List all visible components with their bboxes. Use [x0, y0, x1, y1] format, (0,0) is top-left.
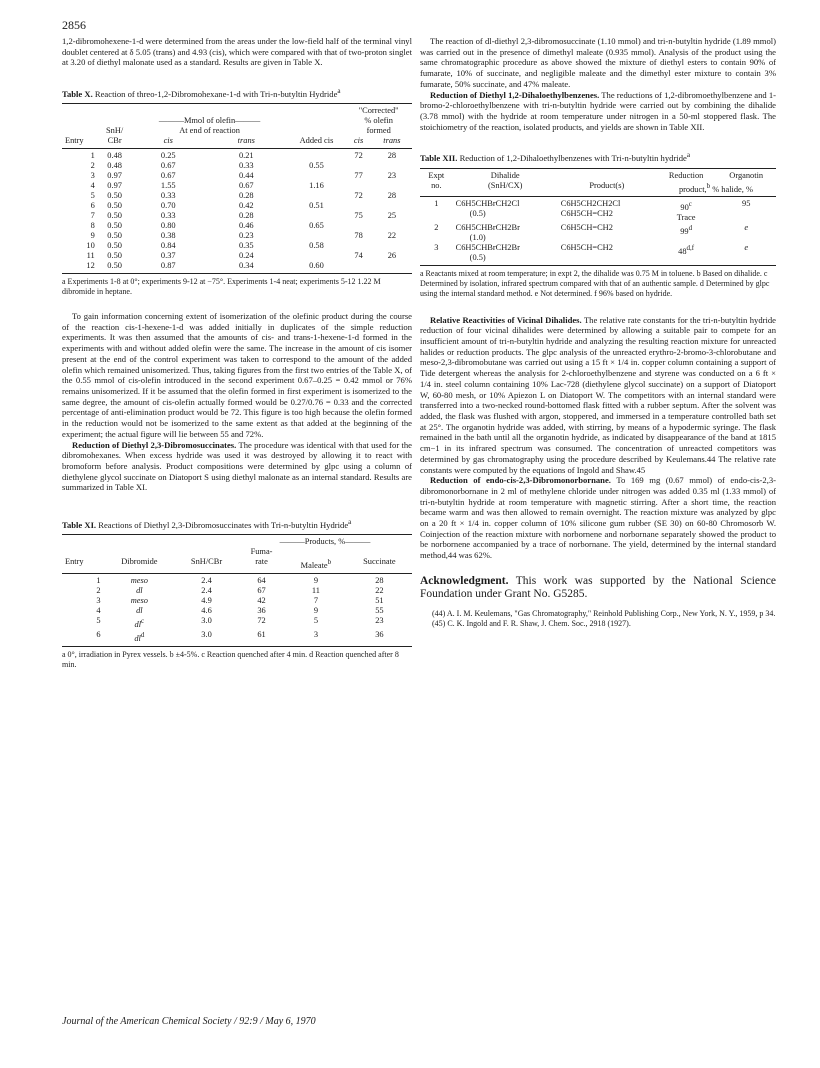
table-cell: 4 — [90, 181, 95, 191]
table-row — [62, 616, 412, 630]
table-row — [62, 211, 412, 221]
table-cell: 0.46 — [238, 221, 254, 231]
column-header: trans — [237, 136, 255, 146]
column-header: Reduction — [656, 168, 717, 181]
table-row — [62, 201, 412, 211]
table-cell: C6H5CH2CH2Cl C6H5CH=CH2 — [560, 199, 621, 219]
table-cell: 10 — [86, 241, 95, 251]
table-row — [420, 223, 776, 243]
table-cell: 0.84 — [160, 241, 176, 251]
table-cell: 0.48 — [107, 151, 122, 161]
table-cell: 22 — [387, 231, 397, 241]
table-cell: 0.97 — [107, 171, 122, 181]
table-cell — [345, 201, 371, 211]
references — [420, 609, 776, 629]
table-footnote: a Experiments 1-8 at 0°; experiments 9-12 at −75°. Experiments 1-4 neat; experiments 5-12 1.22 M dibromide in heptane. — [62, 277, 381, 297]
table-cell: 2 — [90, 161, 95, 171]
table-footnote: a Reactants mixed at room temperature; in expt 2, the dihalide was 0.75 M in toluene. b Based on dihalide. c Determined by isolation, infrared spectrum compared with that of an authentic sample. d Determined by glpc using the internal standard method. e Not determined. f 96% based on hydride. — [420, 269, 770, 298]
table-cell: 0.38 — [160, 231, 176, 241]
journal-footer: Journal of the American Chemical Society / 92:9 / May 6, 1970 — [62, 1016, 316, 1027]
table-cell: 4.9 — [201, 596, 212, 606]
table-row — [420, 197, 776, 223]
table-cell: 0.70 — [160, 201, 176, 211]
column-header: "Corrected" — [345, 104, 412, 117]
table-footnote: a 0°, irradiation in Pyrex vessels. b ±4-5%. c Reaction quenched after 4 min. d Reaction quenched after 8 min. — [62, 649, 399, 669]
table-cell: C6H5CH=CH2 — [558, 243, 656, 266]
column-header: CBr — [98, 136, 132, 149]
footnote-marker: a — [348, 518, 352, 527]
table-label: Table XII. — [420, 153, 458, 164]
column-header: Organotin — [716, 168, 776, 181]
table-cell: 55 — [375, 606, 384, 616]
table-label: Table XI. — [62, 519, 97, 530]
table-cell: 7 — [313, 596, 318, 606]
column-header: product,$^b$ % halide, % — [656, 181, 776, 197]
column-header: Fuma- — [250, 547, 273, 557]
table-cell: 72 — [257, 616, 266, 626]
table-cell: 0.25 — [160, 151, 176, 161]
table-cell: 0.50 — [107, 241, 122, 251]
column-header: Dibromide — [104, 557, 176, 573]
table-cell: 9 — [90, 231, 95, 241]
table-cell: 1 — [96, 576, 101, 586]
table-cell: 6 — [62, 630, 104, 646]
table-cell: 0.67 — [160, 161, 176, 171]
acknowledgment-text: This work was supported by the National Science Foundation under Grant No. G5285. — [420, 574, 776, 601]
table-cell — [288, 171, 346, 181]
table-cell: 0.51 — [309, 201, 324, 211]
table-cell — [288, 191, 346, 201]
table-cell — [345, 241, 371, 251]
table-title: Reaction of threo-1,2-Dibromohexane-1-d with Tri-n-butyltin Hydride — [94, 88, 338, 99]
column-header: Entry — [62, 136, 98, 149]
table-cell: 7 — [90, 211, 95, 221]
section-heading: Acknowledgment. — [420, 574, 509, 587]
table-cell: 0.24 — [238, 251, 254, 261]
table-cell: 48$^{d,f}$ — [656, 243, 717, 266]
table-cell: 0.50 — [98, 261, 132, 274]
table-cell — [345, 181, 371, 191]
table-cell — [288, 211, 346, 221]
table-cell: 0.28 — [238, 211, 254, 221]
column-header: Dihalide — [453, 168, 558, 181]
page-number: 2856 — [62, 18, 86, 32]
section-heading: Reduction of Diethyl 2,3-Dibromosuccinates. — [72, 439, 237, 450]
column-header: formed — [366, 126, 391, 136]
column-header: SnH/CBr — [175, 557, 238, 573]
table-cell: 0.55 — [309, 161, 324, 171]
table-cell: meso — [130, 596, 148, 606]
reference-item: (44) A. I. M. Keulemans, "Gas Chromatography," Reinhold Publishing Corp., New York, N. Y., 1959, p 34. — [432, 609, 776, 619]
paragraph — [420, 315, 776, 476]
table-cell: e — [716, 243, 776, 266]
column-header: Product(s) — [558, 181, 656, 197]
table-cell: dl — [136, 586, 143, 596]
table-cell: 1 — [90, 151, 95, 161]
table-x — [62, 103, 412, 274]
table-cell — [288, 251, 346, 261]
reference-item: (45) C. K. Ingold and F. R. Shaw, J. Chem. Soc., 2918 (1927). — [432, 619, 631, 629]
table-cell — [288, 231, 346, 241]
table-cell: 0.50 — [107, 221, 122, 231]
table-cell: 0.44 — [238, 171, 254, 181]
table-cell: $dl^d$ — [104, 630, 176, 646]
paragraph-text: The procedure was identical with that used for the dibromohexanes. When excess hydride was used it was destroyed by allowing it to react with bromoform before analysis. Product compositions were determined by glpc using a column of diethylene glycol succinate on Diatoport S using diethyl malonate as an internal standard. Results are summarized in Table XI. — [62, 439, 412, 493]
table-xi — [62, 534, 412, 646]
table-cell: 3.0 — [201, 616, 212, 626]
table-cell: 0.97 — [107, 181, 122, 191]
paragraph: 1,2-dibromohexene-1-d were determined from the areas under the low-field half of the terminal vinyl doublet centered at δ 5.05 (trans) and 4.93 (cis), which were compared with that of two-proton singlet at 3.20 of diethyl malonate used as a standard. Results are given in Table X. — [62, 36, 412, 68]
table-x-caption — [62, 86, 412, 99]
table-row — [62, 606, 412, 616]
table-row — [62, 241, 412, 251]
table-cell: 74 — [354, 251, 363, 261]
table-cell: 90$^c$ Trace — [676, 200, 696, 223]
table-cell: 78 — [354, 231, 363, 241]
paragraph: The reaction of dl-diethyl 2,3-dibromosuccinate (1.10 mmol) and tri-n-butyltin hydride (1.89 mmol) was carried out in the presence of dimethyl maleate (0.935 mmol). Analysis of the product using the same chromatographic procedure as above showed the mixture of diethyl esters to contain 90% of fumarate, 10% of succinate, and negligible maleate and the dimethyl ester mixture to contain 3% fumarate, 50% succinate, and 47% maleate. — [420, 36, 776, 89]
section-heading: Reduction of endo-cis-2,3-Dibromonorbornane. — [430, 475, 611, 486]
table-cell: 23 — [387, 171, 397, 181]
paragraph-text: The reductions of 1,2-dibromoethylbenzene and 1-bromo-2-chloroethylbenzene with tri-n-butyltin hydride were carried out by combining the dihalide (3.78 mmol) with the hydride at room temperature under nitrogen in a 50-ml stoppered flask. The stoichiometry of the reaction, isolated products, and yields are shown in Table XII. — [420, 89, 776, 132]
table-cell: 0.42 — [238, 201, 254, 211]
table-cell — [372, 221, 412, 231]
table-cell: 95 — [742, 199, 751, 209]
table-row — [420, 243, 776, 266]
table-row — [62, 596, 412, 606]
column-header: SnH/ — [106, 126, 124, 136]
table-row — [62, 586, 412, 596]
table-cell — [288, 149, 346, 162]
table-cell: C6H5CH=CH2 — [560, 223, 613, 233]
table-cell: 28 — [387, 191, 397, 201]
table-row — [62, 251, 412, 261]
table-cell: 28 — [375, 576, 384, 586]
table-cell: 1 — [434, 199, 439, 209]
table-cell — [345, 161, 371, 171]
table-xii — [420, 168, 776, 267]
table-cell — [372, 161, 412, 171]
table-cell: 77 — [354, 171, 363, 181]
table-cell: 3 — [285, 630, 347, 646]
table-cell: 64 — [257, 576, 266, 586]
table-cell: 3.0 — [175, 630, 238, 646]
table-row — [62, 181, 412, 191]
table-xi-caption — [62, 517, 412, 530]
table-cell: 0.23 — [238, 231, 254, 241]
column-header: no. — [420, 181, 453, 197]
table-cell: 22 — [375, 586, 384, 596]
column-header: ———Mmol of olefin——— — [158, 116, 261, 126]
table-cell: 99$^d$ — [680, 224, 693, 237]
table-cell: 0.33 — [160, 191, 176, 201]
table-cell: 1.55 — [160, 181, 176, 191]
table-cell: 0.37 — [160, 251, 176, 261]
table-cell: 26 — [387, 251, 397, 261]
table-cell: meso — [130, 576, 148, 586]
column-header: Added cis — [288, 136, 346, 149]
table-cell — [372, 261, 412, 274]
table-row — [62, 261, 412, 274]
table-cell: 4.6 — [201, 606, 212, 616]
table-cell: 0.58 — [309, 241, 324, 251]
column-header: cis — [353, 136, 364, 146]
table-cell: 5 — [90, 191, 95, 201]
table-cell: 12 — [62, 261, 98, 274]
table-cell: 5 — [313, 616, 318, 626]
section-heading: Relative Reactivities of Vicinal Dihalides. — [430, 314, 582, 325]
table-cell: 0.34 — [205, 261, 288, 274]
table-cell: 2 — [434, 223, 439, 233]
table-cell: 5 — [96, 616, 101, 626]
table-cell: 0.33 — [160, 211, 176, 221]
column-header: cis — [163, 136, 173, 146]
table-cell: 0.67 — [238, 181, 254, 191]
table-cell: 0.50 — [107, 191, 122, 201]
table-cell: 2 — [96, 586, 101, 596]
table-cell: 0.28 — [238, 191, 254, 201]
paragraph — [420, 475, 776, 561]
table-row — [62, 630, 412, 646]
table-cell: 2.4 — [201, 586, 212, 596]
table-title: Reactions of Diethyl 2,3-Dibromosuccinates with Tri-n-butyltin Hydride — [98, 519, 349, 530]
table-row — [62, 191, 412, 201]
table-row — [62, 221, 412, 231]
table-cell: 0.35 — [238, 241, 254, 251]
column-header: (SnH/CX) — [453, 181, 558, 197]
table-row — [62, 149, 412, 162]
table-cell: $dl^c$ — [134, 617, 145, 629]
table-cell: 3 — [420, 243, 453, 266]
table-cell: 6 — [90, 201, 95, 211]
table-cell: 0.50 — [107, 211, 122, 221]
table-cell: C6H5CHBrCH2Br (0.5) — [453, 243, 558, 266]
table-cell: 8 — [90, 221, 95, 231]
table-cell: 23 — [375, 616, 384, 626]
table-row — [62, 231, 412, 241]
column-header: Entry — [62, 557, 104, 573]
table-cell: 67 — [257, 586, 266, 596]
table-cell: C6H5CHBrCH2Br (1.0) — [455, 223, 520, 243]
table-cell: 11 — [86, 251, 95, 261]
right-column — [420, 36, 776, 629]
table-cell: 0.65 — [309, 221, 324, 231]
left-column — [62, 36, 412, 669]
table-cell: 2.4 — [201, 576, 212, 586]
table-label: Table X. — [62, 88, 93, 99]
table-cell: 0.50 — [107, 201, 122, 211]
acknowledgment — [420, 575, 776, 601]
column-header: ———Products, %——— — [238, 535, 412, 548]
table-cell: 36 — [347, 630, 412, 646]
table-row — [62, 161, 412, 171]
table-cell: C6H5CHBrCH2Cl (0.5) — [455, 199, 520, 219]
table-cell: 0.48 — [107, 161, 122, 171]
table-cell — [372, 241, 412, 251]
section-heading: Reduction of Diethyl 1,2-Dihaloethylbenzenes. — [430, 89, 600, 100]
table-cell: 0.50 — [107, 251, 122, 261]
table-title: Reduction of 1,2-Dihaloethylbenzenes with Tri-n-butyltin hydride — [459, 153, 687, 164]
table-cell: 4 — [96, 606, 101, 616]
table-cell: 0.60 — [288, 261, 346, 274]
table-cell: 0.33 — [238, 161, 254, 171]
table-cell — [372, 181, 412, 191]
column-header: Maleate$^b$ — [285, 557, 347, 573]
column-header: Expt — [420, 168, 453, 181]
table-cell: dl — [136, 606, 143, 616]
table-cell: e — [744, 223, 749, 233]
paragraph-text: The relative rate constants for the tri-n-butyltin hydride reduction of four vicinal dihalides were determined by allowing a suitable pair to compete for an insufficient amount of tri-n-butyltin hydride and analyzing the resulting reaction mixture for unreacted halides or reduction products. The glpc analysis of the unreacted erythro-2-bromo-3-chlorobutane and meso-2,3-dibromobutane was carried out using a 15 ft × 1/4 in. copper column containing a support of Tide detergent whereas the analysis for 2-chloroethylbenzene and styrene was conducted on a 6 ft × 1/4 in. steel column containing 10% Lac-728 (diethylene glycol succinate) on a support of Diatoport W, 60-80 mesh, or 10% Apiezon L on Diatoport W. The competitors with an internal standard were transferred into a two-necked round-bottomed flask fitted with a rubber septum. After the solvent was added, the flask was flushed with argon, stoppered, and immersed in a temperature controlled bath set at 25°. The organotin hydride was added, with stirring, by means of a hypodermic syringe. The flask remained in the bath until all the organotin hydride, as indicated by disappearance of the band at 1815 cm−1 in its infrared spectrum was consumed. The concentration of unreacted competitors was determined by gas chromatography using the procedure described by Keulemans.44 The relative rate constants were computed by the equations of Ingold and Shaw.45 — [420, 314, 776, 475]
table-cell: 0.50 — [107, 231, 122, 241]
table-cell: 25 — [387, 211, 397, 221]
table-cell: 0.80 — [160, 221, 176, 231]
paragraph — [62, 440, 412, 494]
table-cell — [345, 221, 371, 231]
table-cell: 3 — [90, 171, 95, 181]
table-cell: 1.16 — [309, 181, 324, 191]
paragraph-text: To 169 mg (0.67 mmol) of endo-cis-2,3-dibromonorbornane in 2 ml of methylene chloride under nitrogen was added 0.35 ml (1.33 mmol) of tri-n-butyltin hydride at room temperature with magnetic stirring. After a short time, the reaction became warm and was then allowed to remain overnight. The reaction mixture was analyzed by glpc on a 20 ft × 1/4 in. copper column of 10% silicone gum rubber (SE 30) on 60-80 Chromosorb W. Coinjection of the reaction mixture with norbornene and norbornane separately showed the product to be norbornene accompanied by a trace of norbornane. The yield, determined by the internal standard method,44 was 62%. — [420, 475, 777, 561]
table-cell: 9 — [313, 576, 318, 586]
column-header: Succinate — [347, 557, 412, 573]
table-xii-caption — [420, 150, 776, 163]
table-row — [62, 574, 412, 587]
column-header: At end of reaction — [179, 126, 240, 136]
table-row — [62, 171, 412, 181]
table-cell: 3 — [96, 596, 101, 606]
table-cell: 0.21 — [238, 151, 254, 161]
table-cell: 51 — [375, 596, 384, 606]
paragraph: To gain information concerning extent of isomerization of the olefinic product during the course of the reaction cis-1-hexene-1-d was added initially in duplicates of the simple reduction experiments. It was then assumed that the amounts of cis- and trans-1-hexene-1-d formed in the experiments with and without added olefin were the same. The increase in the amount of cis isomer present at the end of the control experiment was taken to correspond to the amount of the added olefin which remained unisomerized. Thus, taking figures from the first two entries of the Table X, of the 0.55 mmol of cis-olefin introduced in the second experiment 0.67–0.25 = 0.42 mmol or 76% remains unisomerized. If it be assumed that the olefin formed in first experiment is isomerized to the same degree, the amount of cis-olefin actually formed would be 0.27/0.76 = 0.33 and the corrected percentage of anti-elimination product would be 72. This figure is too high because the olefin formed in the reduction would not be isomerized to the same extent as that added at the beginning of the experiment; the actual figure will lie between 55 and 72%. — [62, 311, 412, 439]
table-cell: 0.67 — [160, 171, 176, 181]
table-cell: 75 — [354, 211, 363, 221]
table-cell: 0.87 — [132, 261, 205, 274]
column-header: % olefin — [364, 116, 393, 126]
table-cell — [372, 201, 412, 211]
table-cell: 72 — [354, 191, 363, 201]
table-cell: 61 — [238, 630, 285, 646]
column-header: trans — [383, 136, 401, 146]
table-cell: 28 — [387, 151, 397, 161]
table-cell: 42 — [257, 596, 266, 606]
table-cell: 36 — [257, 606, 266, 616]
paragraph — [420, 90, 776, 133]
table-cell: 11 — [311, 586, 320, 596]
column-header: rate — [238, 557, 285, 573]
footnote-marker: a — [337, 87, 341, 96]
footnote-marker: a — [686, 151, 690, 160]
table-cell: 72 — [354, 151, 363, 161]
table-cell — [345, 261, 371, 274]
table-cell: 9 — [313, 606, 318, 616]
